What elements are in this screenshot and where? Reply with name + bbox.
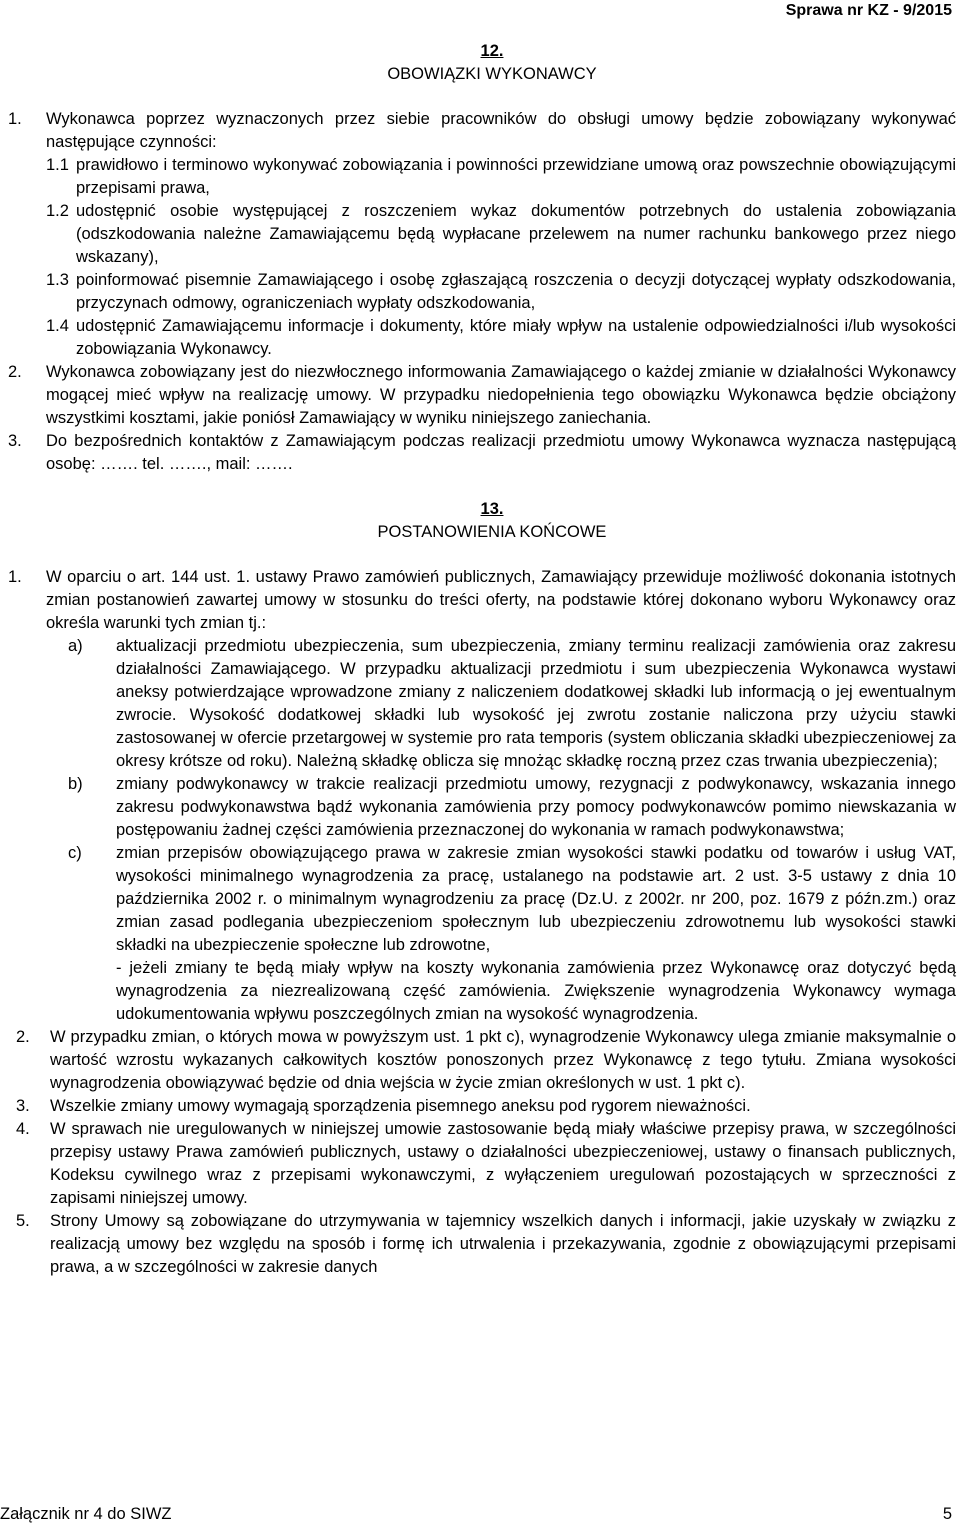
list-item: c) zmian przepisów obowiązującego prawa w zakresie zmian wysokości stawki podatku od towarów i usług VAT, wysokości minimalnego wynagrodzenia za pracę, ustalanego na podstawie art. 2 ust. 3-5 ustawy z dnia 10 października 2002 r. o minimalnym wynagrodzeniu za pracę (Dz.U. z 2002r. nr 200, poz. 1679 z późn.zm.) oraz zmian zasad podlegania ubezpieczeniom społecznym lub ubezpieczeniu zdrowotnemu lub wysokości stawki składki na ubezpieczenie społeczne lub zdrowotne, (68, 844, 956, 954)
section-number: 13. (480, 500, 504, 518)
section-13-heading (28, 498, 956, 544)
section-title: POSTANOWIENIA KOŃCOWE (377, 523, 607, 541)
list-item: 2. W przypadku zmian, o których mowa w powyższym ust. 1 pkt c), wynagrodzenie Wykonawcy ulega zmianie maksymalnie o wartość wzrostu wykazanych całkowitych kosztów ponoszonych przez Wykonawcę z tego tytułu. Zmiana wysokości wynagrodzenia obowiązywać będzie od dnia wejścia w życie zmian określonych w ust. 1 pkt c). (16, 1028, 956, 1092)
list-item: 1. Wykonawca poprzez wyznaczonych przez siebie pracowników do obsługi umowy będzie zobowiązany wykonywać następujące czynności: (8, 110, 956, 151)
footer-attachment-label: Załącznik nr 4 do SIWZ (0, 1505, 172, 1523)
list-item: 3. Wszelkie zmiany umowy wymagają sporządzenia pisemnego aneksu pod rygorem nieważności. (16, 1097, 751, 1115)
list-item: 1.2 udostępnić osobie występującej z roszczeniem wykaz dokumentów potrzebnych do ustalenia zobowiązania (odszkodowania należne Zamawiającemu będą wypłacane przelewem na numer rachunku bankowego przez niego wskazany), (46, 202, 956, 266)
list-item: 1.1 prawidłowo i terminowo wykonywać zobowiązania i powinności przewidziane umową oraz powszechnie obowiązującymi przepisami prawa, (46, 156, 956, 197)
page-header: Sprawa nr KZ - 9/2015 (785, 2, 952, 19)
section-number: 12. (480, 42, 504, 60)
list-item-continuation: - jeżeli zmiany te będą miały wpływ na koszty wykonania zamówienia przez Wykonawcę oraz dotyczyć będą wynagrodzenia za niezrealizowaną część zamówienia. Zwiększenie wynagrodzenia Wykonawcy wymaga udokumentowania wpływu poszczególnych zmian na wysokość wynagrodzenia. (116, 959, 956, 1023)
list-item: 2. Wykonawca zobowiązany jest do niezwłocznego informowania Zamawiającego o każdej zmianie w działalności Wykonawcy mogącej mieć wpływ na realizację umowy. W przypadku niedopełnienia tego obowiązku Wykonawca będzie obciążony wszystkimi kosztami, jakie poniósł Zamawiający w wyniku niniejszego zaniechania. (8, 363, 956, 427)
list-item: 5. Strony Umowy są zobowiązane do utrzymywania w tajemnicy wszelkich danych i informacji, jakie uzyskały w związku z realizacją umowy bez względu na sposób i formę ich utrwalenia i przekazywania, zgodnie z obowiązującymi przepisami prawa, a w szczególności w zakresie danych (16, 1212, 956, 1276)
list-item: 1. W oparciu o art. 144 ust. 1. ustawy Prawo zamówień publicznych, Zamawiający przewiduje możliwość dokonania istotnych zmian postanowień zawartej umowy w stosunku do treści oferty, na podstawie której dokonano wyboru Wykonawcy oraz określa warunki tych zmian tj.: (8, 568, 956, 632)
list-item: 1.3 poinformować pisemnie Zamawiającego i osobę zgłaszającą roszczenia o decyzji dotyczącej wypłaty odszkodowania, przyczynach odmowy, ograniczeniach wypłaty odszkodowania, (46, 271, 956, 312)
list-item: b) zmiany podwykonawcy w trakcie realizacji przedmiotu umowy, rezygnacji z podwykonawcy, wskazania innego zakresu podwykonawstwa bądź wykonania zamówienia przy pomocy podwykonawców pomimo niewskazania w postępowaniu żadnej części zamówienia przeznaczonej do wykonania w ramach podwykonawstwa; (68, 775, 956, 839)
list-item: 4. W sprawach nie uregulowanych w niniejszej umowie zastosowanie będą miały właściwe przepisy prawa, w szczególności przepisy ustawy Prawa zamówień publicznych, ustawy o działalności ubezpieczeniowej, ustawy o finansach publicznych, Kodeksu cywilnego wraz z przepisami wykonawczymi, z wyłączeniem uregulowań pozostających w sprzeczności z zapisami niniejszej umowy. (16, 1120, 956, 1207)
list-item: 3. Do bezpośrednich kontaktów z Zamawiającym podczas realizacji przedmiotu umowy Wykonawca wyznacza następującą osobę: ……. tel. ……., mail: ……. (8, 432, 956, 473)
page-number: 5 (942, 1505, 952, 1523)
section-12-heading (28, 40, 956, 86)
list-item: 1.4 udostępnić Zamawiającemu informacje i dokumenty, które miały wpływ na ustalenie odpowiedzialności i/lub wysokości zobowiązania Wykonawcy. (46, 317, 956, 358)
section-title: OBOWIĄZKI WYKONAWCY (387, 65, 597, 83)
list-item: a) aktualizacji przedmiotu ubezpieczenia, sum ubezpieczenia, zmiany terminu realizacji zamówienia oraz zakresu działalności Zamawiającego. W przypadku aktualizacji przedmiotu i sum ubezpieczenia Wykonawca wystawi aneksy potwierdzające wprowadzone zmiany z naliczeniem dodatkowej składki lub informacją o jej ewentualnym zwrocie. Wysokość dodatkowej składki lub wysokość jej zwrotu zostanie naliczona przy użyciu stawki zastosowanej w ofercie przetargowej w systemie pro rata temporis (system obliczania składki ubezpieczeniowej za okresy krótsze od roku). Należną składkę oblicza się mnożąc składkę roczną przez czas trwania ubezpieczenia); (68, 637, 956, 770)
page-footer (0, 1505, 952, 1524)
document-body (8, 40, 956, 1279)
